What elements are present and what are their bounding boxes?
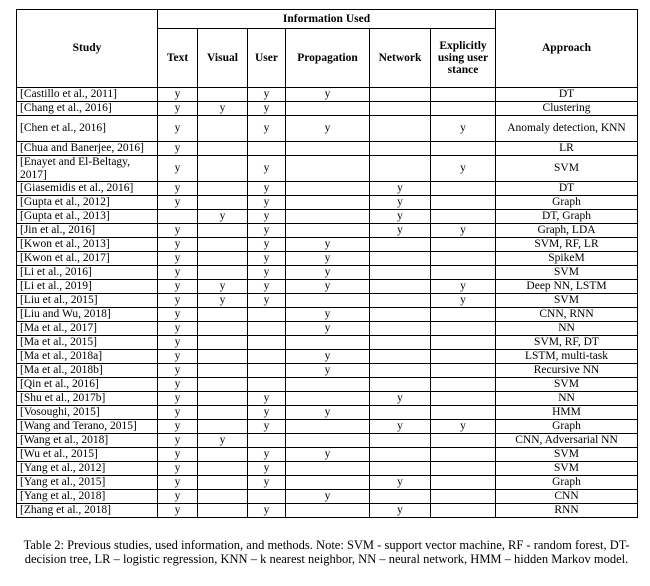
user-stance-column-header: Explicitly using user stance — [431, 29, 496, 88]
mark-cell — [370, 266, 431, 280]
study-cell: [Wang et al., 2018] — [17, 434, 158, 448]
mark-cell: y — [286, 364, 370, 378]
study-cell: [Gupta et al., 2013] — [17, 210, 158, 224]
mark-cell — [286, 378, 370, 392]
mark-cell — [198, 336, 248, 350]
mark-cell — [431, 102, 496, 116]
mark-cell — [431, 378, 496, 392]
study-cell: [Li et al., 2016] — [17, 266, 158, 280]
mark-cell — [431, 392, 496, 406]
approach-cell: SVM — [496, 448, 638, 462]
visual-column-header: Visual — [198, 29, 248, 88]
mark-cell — [248, 308, 286, 322]
mark-cell — [198, 504, 248, 518]
study-cell: [Ma et al., 2015] — [17, 336, 158, 350]
mark-cell — [198, 142, 248, 156]
mark-cell — [248, 364, 286, 378]
mark-cell — [198, 224, 248, 238]
approach-cell: SpikeM — [496, 252, 638, 266]
mark-cell — [198, 116, 248, 142]
mark-cell: y — [370, 504, 431, 518]
studies-table — [16, 9, 638, 518]
mark-cell — [286, 434, 370, 448]
mark-cell — [198, 378, 248, 392]
study-cell: [Gupta et al., 2012] — [17, 196, 158, 210]
table-row — [17, 156, 638, 182]
table-row — [17, 116, 638, 142]
table-row — [17, 462, 638, 476]
study-cell: [Castillo et al., 2011] — [17, 88, 158, 102]
mark-cell — [198, 490, 248, 504]
table-row — [17, 280, 638, 294]
approach-cell: DT — [496, 182, 638, 196]
study-cell: [Kwon et al., 2017] — [17, 252, 158, 266]
mark-cell — [431, 88, 496, 102]
mark-cell — [198, 182, 248, 196]
approach-cell: SVM — [496, 266, 638, 280]
table-row — [17, 476, 638, 490]
mark-cell — [370, 88, 431, 102]
mark-cell — [431, 238, 496, 252]
table-row — [17, 504, 638, 518]
mark-cell: y — [198, 210, 248, 224]
mark-cell — [431, 336, 496, 350]
study-cell: [Giasemidis et al., 2016] — [17, 182, 158, 196]
study-cell: [Jin et al., 2016] — [17, 224, 158, 238]
table-row — [17, 266, 638, 280]
table-row — [17, 392, 638, 406]
mark-cell: y — [370, 196, 431, 210]
mark-cell: y — [286, 266, 370, 280]
mark-cell: y — [248, 116, 286, 142]
approach-cell: CNN, Adversarial NN — [496, 434, 638, 448]
approach-cell: RNN — [496, 504, 638, 518]
mark-cell — [370, 406, 431, 420]
table-row — [17, 322, 638, 336]
approach-cell: SVM — [496, 294, 638, 308]
mark-cell — [370, 350, 431, 364]
mark-cell: y — [158, 252, 198, 266]
mark-cell — [286, 102, 370, 116]
mark-cell — [431, 182, 496, 196]
mark-cell: y — [248, 280, 286, 294]
table-row — [17, 406, 638, 420]
mark-cell — [431, 252, 496, 266]
mark-cell — [248, 378, 286, 392]
mark-cell: y — [248, 504, 286, 518]
mark-cell — [248, 322, 286, 336]
mark-cell: y — [198, 294, 248, 308]
approach-cell: Clustering — [496, 102, 638, 116]
mark-cell: y — [370, 392, 431, 406]
approach-cell: Graph — [496, 196, 638, 210]
mark-cell — [370, 102, 431, 116]
mark-cell — [431, 210, 496, 224]
mark-cell: y — [431, 116, 496, 142]
mark-cell — [370, 462, 431, 476]
mark-cell: y — [158, 434, 198, 448]
mark-cell: y — [286, 448, 370, 462]
table-row — [17, 336, 638, 350]
mark-cell — [198, 420, 248, 434]
mark-cell: y — [286, 252, 370, 266]
approach-cell: SVM, RF, DT — [496, 336, 638, 350]
approach-cell: DT — [496, 88, 638, 102]
mark-cell — [198, 476, 248, 490]
mark-cell — [286, 196, 370, 210]
mark-cell — [370, 116, 431, 142]
mark-cell — [248, 434, 286, 448]
mark-cell: y — [370, 210, 431, 224]
approach-cell: Deep NN, LSTM — [496, 280, 638, 294]
approach-cell: CNN — [496, 490, 638, 504]
mark-cell: y — [286, 88, 370, 102]
table-row — [17, 252, 638, 266]
table-row — [17, 196, 638, 210]
mark-cell — [431, 490, 496, 504]
mark-cell: y — [158, 336, 198, 350]
table-row — [17, 294, 638, 308]
mark-cell: y — [248, 196, 286, 210]
table-row — [17, 420, 638, 434]
mark-cell — [370, 448, 431, 462]
mark-cell — [286, 392, 370, 406]
mark-cell — [286, 336, 370, 350]
mark-cell — [370, 490, 431, 504]
approach-cell: LSTM, multi-task — [496, 350, 638, 364]
mark-cell — [431, 350, 496, 364]
mark-cell: y — [286, 280, 370, 294]
table-row — [17, 378, 638, 392]
mark-cell — [370, 294, 431, 308]
mark-cell: y — [431, 420, 496, 434]
study-cell: [Qin et al., 2016] — [17, 378, 158, 392]
mark-cell — [198, 462, 248, 476]
mark-cell: y — [158, 266, 198, 280]
mark-cell — [286, 156, 370, 182]
mark-cell: y — [248, 102, 286, 116]
mark-cell: y — [286, 350, 370, 364]
mark-cell — [248, 142, 286, 156]
approach-cell: SVM, RF, LR — [496, 238, 638, 252]
mark-cell: y — [248, 448, 286, 462]
mark-cell: y — [158, 322, 198, 336]
mark-cell — [198, 196, 248, 210]
study-cell: [Shu et al., 2017b] — [17, 392, 158, 406]
mark-cell: y — [248, 88, 286, 102]
mark-cell — [370, 434, 431, 448]
table-row — [17, 350, 638, 364]
mark-cell — [431, 322, 496, 336]
table-caption: Table 2: Previous studies, used information, and methods. Note: SVM - support vector machine, RF - random forest, DT- decision tree, LR – logistic regression, KNN – k nearest neighbor, NN – neural network, HMM – hidden Markov model. — [23, 538, 630, 566]
mark-cell: y — [158, 196, 198, 210]
mark-cell: y — [158, 504, 198, 518]
mark-cell: y — [248, 266, 286, 280]
mark-cell — [431, 196, 496, 210]
mark-cell: y — [158, 490, 198, 504]
mark-cell — [286, 294, 370, 308]
mark-cell: y — [158, 420, 198, 434]
mark-cell: y — [286, 406, 370, 420]
mark-cell — [198, 266, 248, 280]
study-cell: [Chua and Banerjee, 2016] — [17, 142, 158, 156]
approach-cell: SVM — [496, 378, 638, 392]
table-row — [17, 238, 638, 252]
approach-cell: Graph — [496, 420, 638, 434]
mark-cell: y — [431, 156, 496, 182]
table-row — [17, 448, 638, 462]
study-cell: [Li et al., 2019] — [17, 280, 158, 294]
mark-cell — [370, 252, 431, 266]
approach-cell: CNN, RNN — [496, 308, 638, 322]
mark-cell: y — [431, 224, 496, 238]
study-cell: [Ma et al., 2017] — [17, 322, 158, 336]
mark-cell: y — [248, 238, 286, 252]
mark-cell — [370, 280, 431, 294]
mark-cell: y — [158, 182, 198, 196]
study-header: Study — [17, 10, 158, 88]
study-cell: [Chang et al., 2016] — [17, 102, 158, 116]
study-cell: [Yang et al., 2018] — [17, 490, 158, 504]
mark-cell: y — [158, 406, 198, 420]
user-column-header: User — [248, 29, 286, 88]
approach-cell: HMM — [496, 406, 638, 420]
mark-cell: y — [248, 294, 286, 308]
mark-cell: y — [248, 156, 286, 182]
study-cell: [Ma et al., 2018a] — [17, 350, 158, 364]
mark-cell: y — [248, 182, 286, 196]
mark-cell: y — [370, 182, 431, 196]
study-cell: [Yang et al., 2015] — [17, 476, 158, 490]
study-cell: [Vosoughi, 2015] — [17, 406, 158, 420]
mark-cell: y — [158, 448, 198, 462]
mark-cell: y — [158, 350, 198, 364]
mark-cell — [431, 142, 496, 156]
mark-cell — [286, 420, 370, 434]
mark-cell — [198, 88, 248, 102]
mark-cell: y — [248, 224, 286, 238]
mark-cell — [286, 224, 370, 238]
mark-cell — [431, 476, 496, 490]
approach-header: Approach — [496, 10, 638, 88]
table-row — [17, 434, 638, 448]
mark-cell — [431, 308, 496, 322]
mark-cell — [286, 476, 370, 490]
mark-cell: y — [158, 462, 198, 476]
mark-cell — [370, 238, 431, 252]
table-row — [17, 490, 638, 504]
mark-cell: y — [158, 476, 198, 490]
approach-cell: Anomaly detection, KNN — [496, 116, 638, 142]
mark-cell: y — [370, 420, 431, 434]
approach-cell: Graph — [496, 476, 638, 490]
mark-cell: y — [198, 434, 248, 448]
mark-cell: y — [158, 142, 198, 156]
document-page — [16, 9, 637, 566]
study-cell: [Ma et al., 2018b] — [17, 364, 158, 378]
approach-cell: SVM — [496, 156, 638, 182]
mark-cell — [198, 156, 248, 182]
mark-cell — [370, 336, 431, 350]
mark-cell — [370, 308, 431, 322]
mark-cell — [198, 238, 248, 252]
study-cell: [Wu et al., 2015] — [17, 448, 158, 462]
mark-cell — [198, 322, 248, 336]
mark-cell: y — [248, 252, 286, 266]
mark-cell — [198, 350, 248, 364]
mark-cell: y — [248, 210, 286, 224]
mark-cell — [431, 364, 496, 378]
mark-cell — [370, 142, 431, 156]
approach-cell: SVM — [496, 462, 638, 476]
mark-cell: y — [158, 308, 198, 322]
mark-cell — [431, 434, 496, 448]
mark-cell: y — [286, 116, 370, 142]
mark-cell: y — [248, 420, 286, 434]
information-used-header: Information Used — [158, 10, 496, 29]
study-cell: [Chen et al., 2016] — [17, 116, 158, 142]
mark-cell — [431, 406, 496, 420]
mark-cell: y — [158, 392, 198, 406]
text-column-header: Text — [158, 29, 198, 88]
table-row — [17, 224, 638, 238]
mark-cell: y — [158, 238, 198, 252]
mark-cell — [286, 210, 370, 224]
approach-cell: Recursive NN — [496, 364, 638, 378]
mark-cell: y — [158, 294, 198, 308]
table-row — [17, 142, 638, 156]
mark-cell: y — [286, 308, 370, 322]
mark-cell: y — [286, 238, 370, 252]
mark-cell — [198, 308, 248, 322]
mark-cell: y — [431, 280, 496, 294]
approach-cell: DT, Graph — [496, 210, 638, 224]
approach-cell: NN — [496, 392, 638, 406]
table-row — [17, 182, 638, 196]
table-row — [17, 88, 638, 102]
mark-cell: y — [248, 392, 286, 406]
propagation-column-header: Propagation — [286, 29, 370, 88]
mark-cell — [286, 504, 370, 518]
mark-cell: y — [158, 88, 198, 102]
mark-cell — [248, 336, 286, 350]
table-row — [17, 210, 638, 224]
mark-cell — [198, 252, 248, 266]
mark-cell — [431, 266, 496, 280]
table-row — [17, 308, 638, 322]
mark-cell: y — [158, 280, 198, 294]
mark-cell — [286, 182, 370, 196]
mark-cell — [431, 448, 496, 462]
mark-cell: y — [370, 476, 431, 490]
mark-cell — [286, 462, 370, 476]
table-row — [17, 102, 638, 116]
mark-cell: y — [198, 280, 248, 294]
mark-cell: y — [431, 294, 496, 308]
mark-cell — [370, 378, 431, 392]
mark-cell: y — [286, 322, 370, 336]
mark-cell: y — [158, 156, 198, 182]
approach-cell: NN — [496, 322, 638, 336]
mark-cell — [198, 448, 248, 462]
mark-cell: y — [370, 224, 431, 238]
approach-cell: LR — [496, 142, 638, 156]
mark-cell: y — [248, 476, 286, 490]
mark-cell — [248, 490, 286, 504]
mark-cell — [158, 210, 198, 224]
mark-cell: y — [286, 490, 370, 504]
mark-cell — [431, 462, 496, 476]
study-cell: [Zhang et al., 2018] — [17, 504, 158, 518]
mark-cell — [370, 156, 431, 182]
study-cell: [Wang and Terano, 2015] — [17, 420, 158, 434]
mark-cell: y — [248, 406, 286, 420]
mark-cell — [370, 322, 431, 336]
mark-cell — [431, 504, 496, 518]
study-cell: [Liu and Wu, 2018] — [17, 308, 158, 322]
table-row — [17, 364, 638, 378]
study-cell: [Yang et al., 2012] — [17, 462, 158, 476]
mark-cell — [370, 364, 431, 378]
mark-cell: y — [198, 102, 248, 116]
mark-cell: y — [158, 224, 198, 238]
mark-cell: y — [158, 364, 198, 378]
mark-cell — [198, 392, 248, 406]
mark-cell: y — [248, 462, 286, 476]
mark-cell: y — [158, 102, 198, 116]
mark-cell — [286, 142, 370, 156]
mark-cell: y — [158, 378, 198, 392]
study-cell: [Kwon et al., 2013] — [17, 238, 158, 252]
mark-cell: y — [158, 116, 198, 142]
study-cell: [Enayet and El-Beltagy, 2017] — [17, 156, 158, 182]
mark-cell — [198, 364, 248, 378]
mark-cell — [248, 350, 286, 364]
table-body — [17, 88, 638, 518]
network-column-header: Network — [370, 29, 431, 88]
approach-cell: Graph, LDA — [496, 224, 638, 238]
mark-cell — [198, 406, 248, 420]
study-cell: [Liu et al., 2015] — [17, 294, 158, 308]
